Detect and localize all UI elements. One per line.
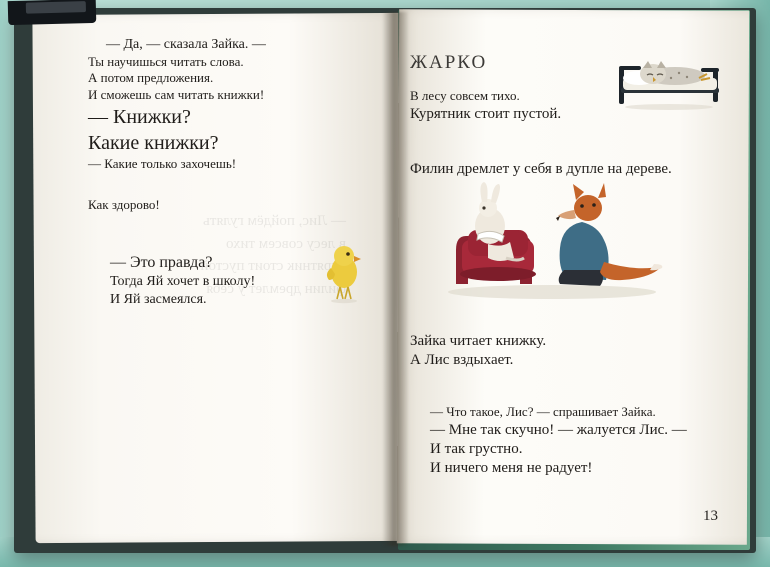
text-line: — Да, — сказала Зайка. — xyxy=(106,37,266,52)
text-line: Зайка читает книжку. xyxy=(410,333,547,349)
text-line: И Яй засмеялся. xyxy=(110,292,207,308)
book-gutter-shadow xyxy=(382,12,408,546)
text-line: Филин дремлет у себя в дупле на дереве. xyxy=(410,160,672,177)
chick-illustration xyxy=(318,238,370,304)
text-line: — Это правда? xyxy=(110,254,213,272)
right-paragraph-4 xyxy=(410,404,710,478)
binder-clip[interactable] xyxy=(8,0,97,25)
text-line: Какие книжки? xyxy=(88,131,219,154)
text-line: — Мне так скучно! — жалуется Лис. — xyxy=(430,421,687,438)
text-line: Тогда Яй хочет в школу! xyxy=(110,274,256,290)
text-line: А потом предложения. xyxy=(88,70,214,86)
text-line: Курятник стоит пустой. xyxy=(410,105,562,122)
right-paragraph-3 xyxy=(410,332,710,370)
text-line: — Что такое, Лис? — спрашивает Зайка. xyxy=(430,404,656,420)
text-line: И сможешь сам читать книжки! xyxy=(88,86,265,102)
left-paragraph-4 xyxy=(88,253,338,309)
left-paragraph-1 xyxy=(88,36,338,103)
page-number: 13 xyxy=(703,508,718,524)
right-paragraph-2 xyxy=(410,160,700,179)
text-line: Как здорово! xyxy=(88,196,160,212)
left-paragraph-3 xyxy=(88,197,338,214)
text-line: И так грустно. xyxy=(430,440,523,457)
left-paragraph-2 xyxy=(88,105,338,172)
text-line: — Книжки? xyxy=(88,106,191,129)
owl-in-bed-illustration xyxy=(613,48,725,110)
section-heading: ЖАРКО xyxy=(410,52,488,73)
text-line: — Какие только захочешь! xyxy=(88,156,237,172)
right-page-text-lower xyxy=(410,332,710,494)
text-line: Ты научишься читать слова. xyxy=(88,53,244,69)
left-page-text xyxy=(88,36,338,325)
hare-and-fox-illustration xyxy=(432,178,682,308)
text-line: А Лис вздыхает. xyxy=(410,352,514,369)
text-line: И ничего меня не радует! xyxy=(430,459,593,476)
binder-clip-handle xyxy=(26,1,86,14)
text-line: В лесу совсем тихо. xyxy=(410,88,520,103)
